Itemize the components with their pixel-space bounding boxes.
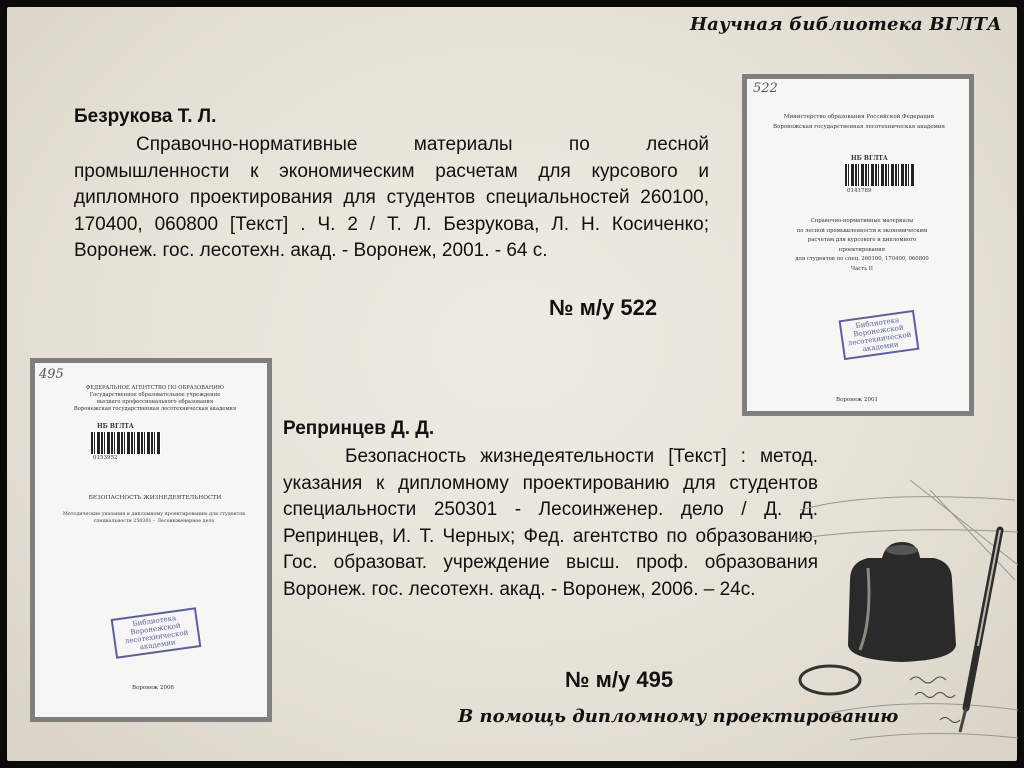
cover-city-year: Воронеж 2001 — [836, 397, 878, 403]
book-cover-495 — [30, 358, 272, 722]
handwritten-number: 495 — [39, 367, 64, 382]
cover-subtitle — [49, 511, 259, 525]
cover-agency-line: Воронежская государственная лесотехническая академия — [73, 406, 237, 412]
cover-title-line: Справочно-нормативные материалы — [810, 218, 914, 224]
barcode-number: 0141789 — [847, 188, 872, 194]
shelf-number-495: № м/у 495 — [565, 667, 674, 692]
cover-agency-line: высшего профессионального образования — [96, 399, 214, 405]
barcode-number: 0153952 — [93, 455, 118, 461]
cover-agency — [55, 385, 255, 413]
cover-city-year: Воронеж 2006 — [132, 685, 174, 691]
library-label: НБ ВГЛТА — [851, 155, 888, 162]
library-stamp: Библиотека Воронежской лесотехнической академии — [839, 310, 920, 360]
cover-title-line: проектирования — [838, 246, 886, 253]
pen-icon — [960, 530, 1000, 732]
cover-title-line: расчетам для курсового и дипломного — [807, 237, 917, 243]
inkwell-icon — [848, 542, 956, 662]
cover-title — [767, 217, 957, 274]
entry-author: Репринцев Д. Д. — [283, 418, 435, 439]
cover-subtitle-line: специальности 250301 – Лесоинженерное дело — [93, 519, 215, 524]
ring-icon — [800, 666, 860, 694]
bibliographic-entry-1 — [74, 104, 709, 265]
cover-page — [747, 79, 969, 411]
cover-title-line: по лесной промышленности к экономическим — [796, 227, 928, 234]
book-cover-522 — [742, 74, 974, 416]
library-stamp: Библиотека Воронежской лесотехнической академии — [111, 607, 202, 659]
cover-title-line: для студентов по спец. 260100, 170400, 060800 — [795, 256, 929, 262]
cover-ministry: Министерство образования Российской Федерации — [783, 114, 935, 120]
bibliographic-entry-2 — [283, 416, 818, 603]
cover-agency-line: ФЕДЕРАЛЬНОЕ АГЕНТСТВО ПО ОБРАЗОВАНИЮ — [85, 385, 225, 391]
footer-caption: В помощь дипломному проектированию — [458, 706, 899, 727]
barcode — [845, 164, 915, 186]
cover-subtitle-line: Методические указания к дипломному проектированию для студентов — [63, 512, 245, 517]
cover-page — [35, 363, 267, 717]
entry-description: Безопасность жизнедеятельности [Текст] : метод. указания к дипломному проектированию для студентов специальности 250301 - Лесоинженер. дело / Д. Д. Репринцев, И. Т. Черных; Фед. агентство по образованию, Гос. образоват. учреждение высш. проф. образования Воронеж. гос. лесотехн. акад. - Воронеж, 2006. – 24с. — [283, 446, 818, 600]
barcode — [91, 432, 161, 454]
entry-author: Безрукова Т. Л. — [74, 106, 217, 127]
shelf-number-522: № м/у 522 — [549, 295, 658, 320]
library-title: Научная библиотека ВГЛТА — [689, 14, 1002, 35]
entry-description: Справочно-нормативные материалы по лесной промышленности к экономическим расчетам для курсового и дипломного проектирования для студентов специальностей 260100, 170400, 060800 [Текст] . Ч. 2 / Т. Л. Безрукова, Л. Н. Косиченко; Воронеж. гос. лесотехн. акад. - Воронеж, 2001. - 64 с. — [74, 134, 709, 261]
cover-agency-line: Государственное образовательное учреждение — [89, 392, 221, 398]
library-label: НБ ВГЛТА — [97, 423, 134, 430]
handwritten-number: 522 — [753, 81, 778, 96]
cover-title: БЕЗОПАСНОСТЬ ЖИЗНЕДЕЯТЕЛЬНОСТИ — [88, 495, 222, 501]
cover-academy: Воронежская государственная лесотехническая академия — [772, 124, 945, 130]
cover-title-line: Часть II — [851, 265, 873, 272]
